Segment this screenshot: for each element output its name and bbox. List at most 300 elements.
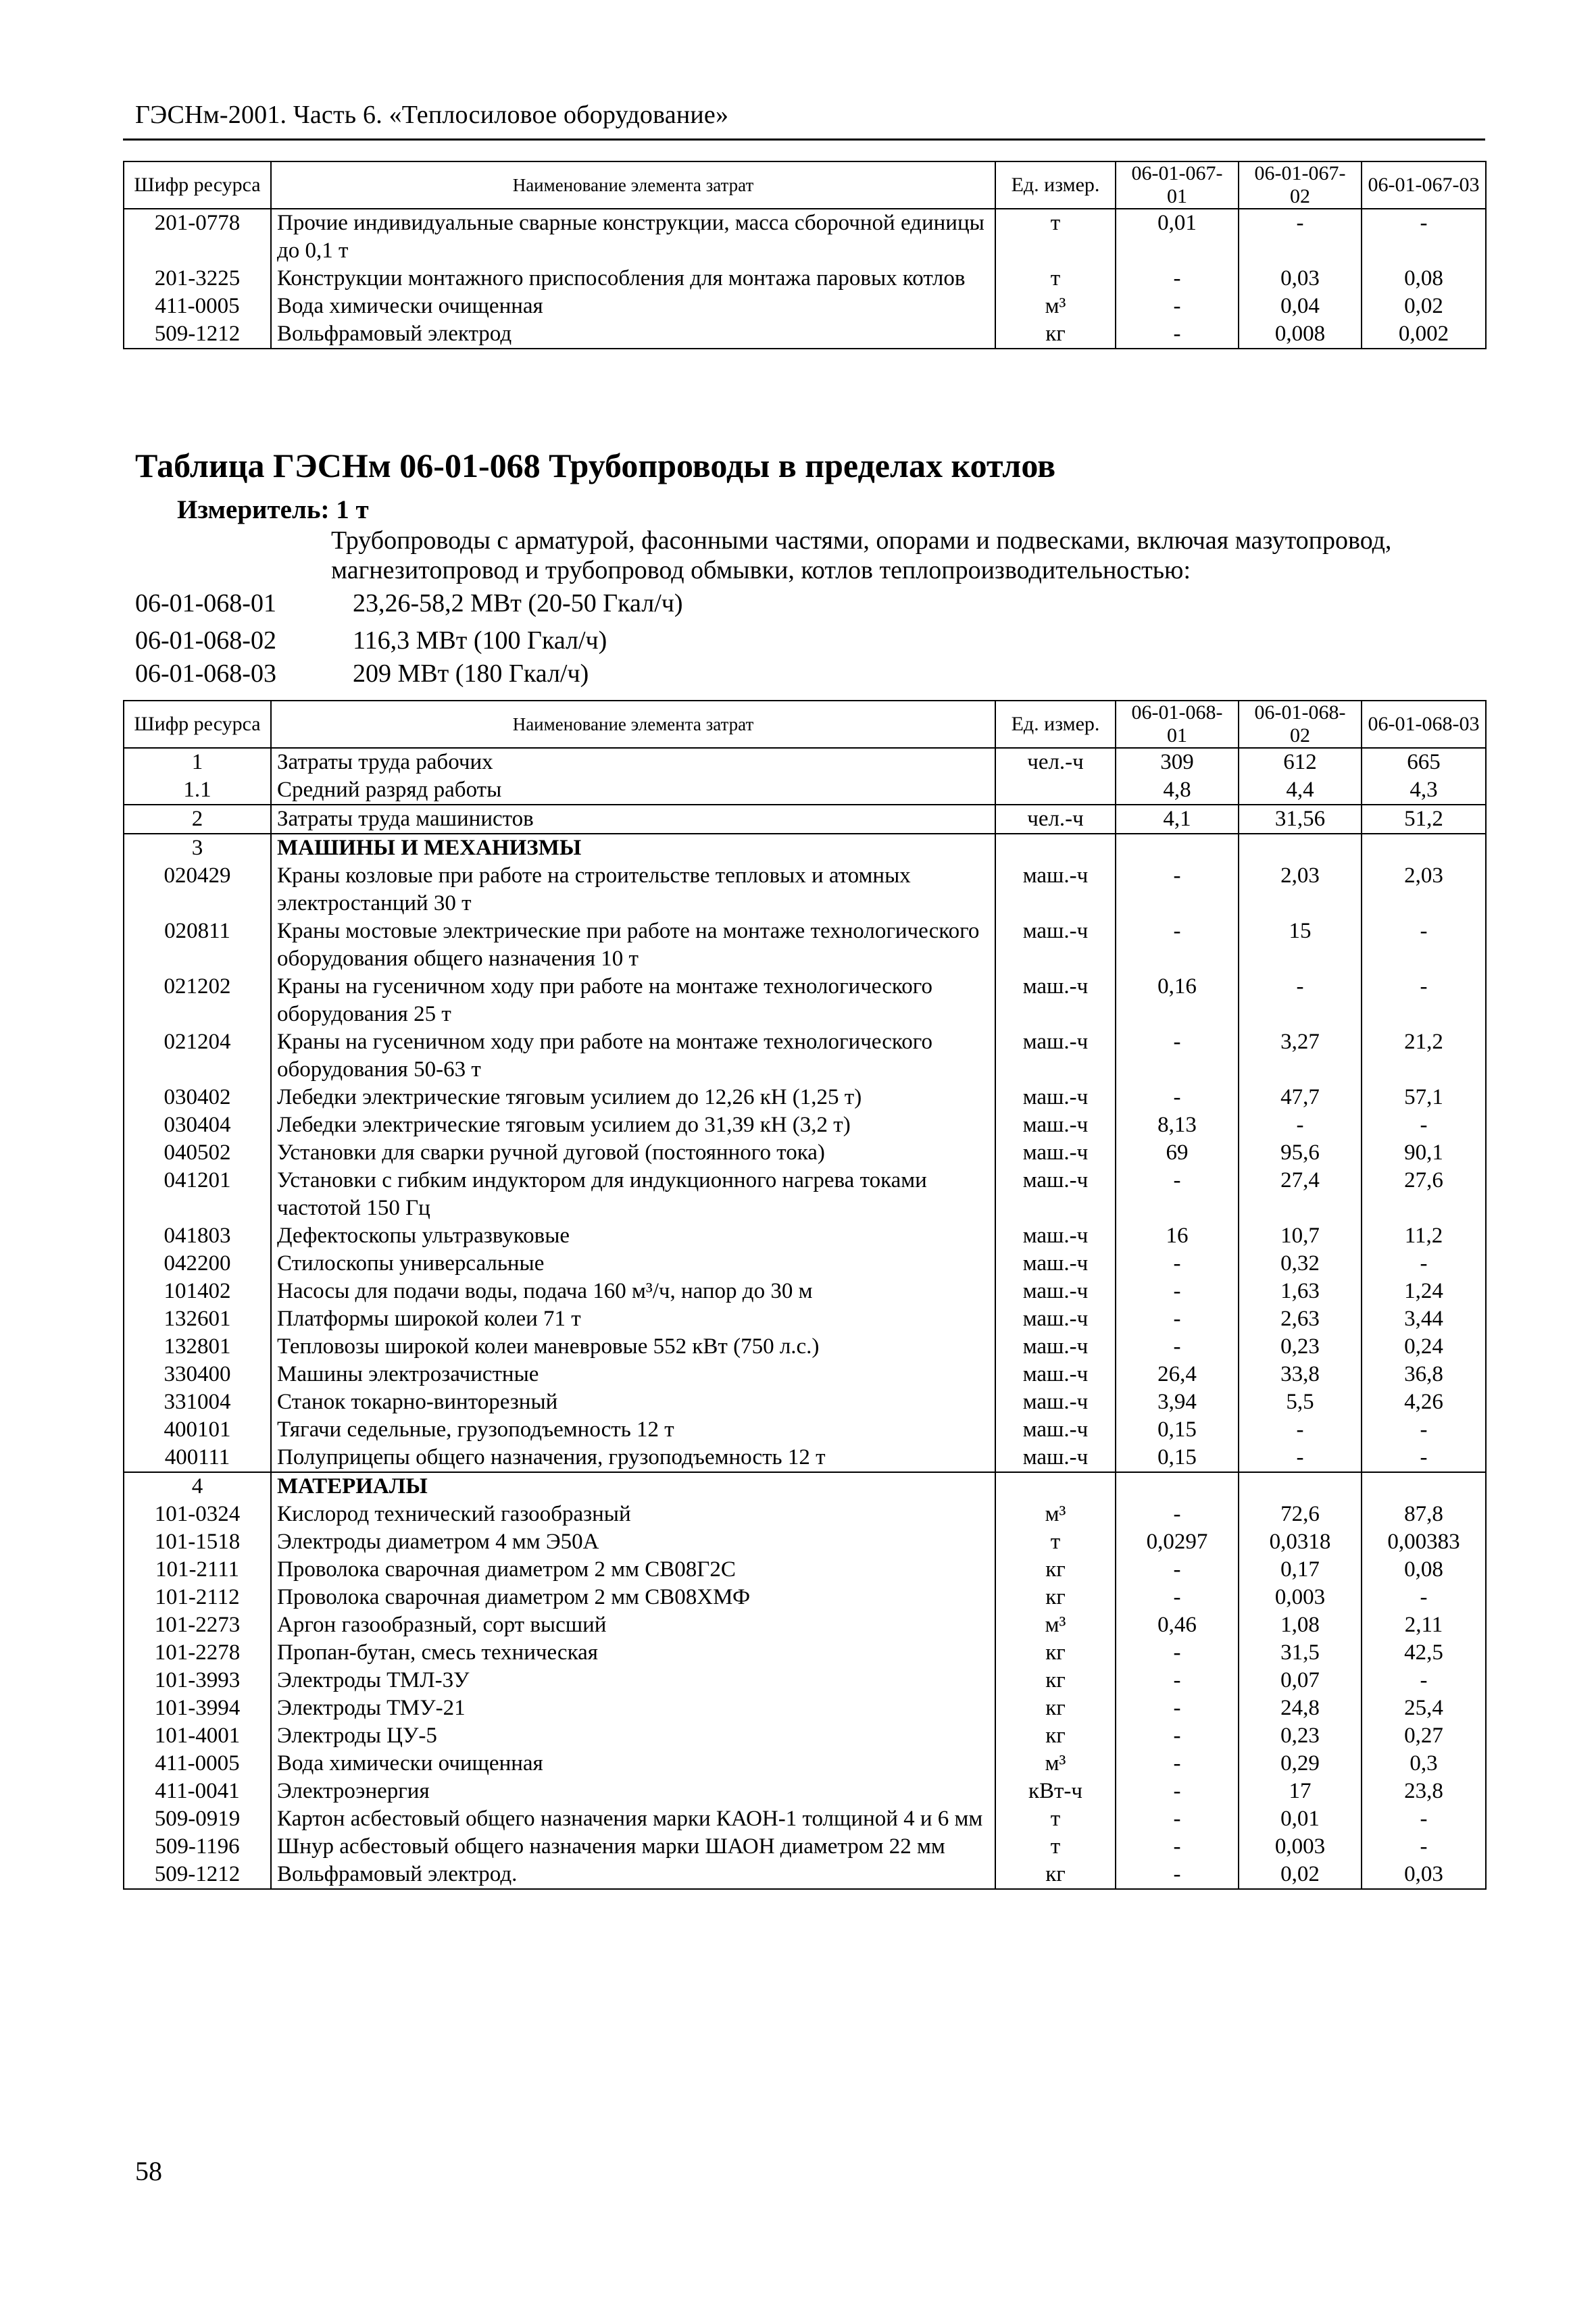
cost-element-name-cell: Средний разряд работы: [271, 776, 995, 805]
variant-2-value-cell: 0,02: [1239, 1861, 1362, 1889]
variant-3-value-cell: 87,8: [1362, 1501, 1486, 1528]
variant-1-value-cell: 4,8: [1116, 776, 1239, 805]
variant-2-value-cell: 10,7: [1239, 1222, 1362, 1250]
cost-element-name-cell: Шнур асбестовый общего назначения марки ШАОН диаметром 22 мм: [271, 1833, 995, 1861]
variant-2-value-cell: 17: [1239, 1778, 1362, 1805]
variant-1-value-cell: -: [1116, 1778, 1239, 1805]
variant-1-value-cell: -: [1116, 1501, 1239, 1528]
variant-3-value-cell: 4,26: [1362, 1388, 1486, 1416]
table-row: [124, 862, 1486, 917]
unit-cell: м³: [995, 1611, 1116, 1639]
variant-1-value-cell: -: [1116, 1584, 1239, 1611]
col-header-name: Наименование элемента затрат: [271, 701, 995, 748]
measurement-unit: Измеритель: 1 т: [177, 495, 369, 524]
variant-2-value-cell: 31,5: [1239, 1639, 1362, 1667]
variant-1-value-cell: -: [1116, 1722, 1239, 1750]
resource-code-cell: 020429: [124, 862, 271, 917]
unit-cell: т: [995, 209, 1116, 265]
variant-2-value-cell: 612: [1239, 748, 1362, 776]
resource-code-cell: 132601: [124, 1305, 271, 1333]
resource-code-cell: 2: [124, 805, 271, 834]
table-row: [124, 1388, 1486, 1416]
table-row: [124, 1833, 1486, 1861]
resource-code-cell: 411-0041: [124, 1778, 271, 1805]
cost-element-name-cell: Электроды диаметром 4 мм Э50А: [271, 1528, 995, 1556]
table-row: [124, 1084, 1486, 1111]
cost-element-name-cell: Насосы для подачи воды, подача 160 м³/ч, напор до 30 м: [271, 1278, 995, 1305]
unit-cell: кг: [995, 1722, 1116, 1750]
unit-cell: маш.-ч: [995, 1444, 1116, 1472]
unit-cell: т: [995, 1528, 1116, 1556]
cost-element-name-cell: Платформы широкой колеи 71 т: [271, 1305, 995, 1333]
resource-code-cell: 040502: [124, 1139, 271, 1167]
cost-element-name-cell: Проволока сварочная диаметром 2 мм СВ08Г2С: [271, 1556, 995, 1584]
resource-code-cell: 1.1: [124, 776, 271, 805]
variant-3-value-cell: 51,2: [1362, 805, 1486, 834]
variant-2-value-cell: -: [1239, 1416, 1362, 1444]
unit-cell: маш.-ч: [995, 1084, 1116, 1111]
variant-1-value-cell: -: [1116, 1861, 1239, 1889]
table-row: [124, 1250, 1486, 1278]
variant-2-value-cell: 4,4: [1239, 776, 1362, 805]
variant-text: 209 МВт (180 Гкал/ч): [353, 659, 589, 688]
variant-2-value-cell: 0,0318: [1239, 1528, 1362, 1556]
variant-3-value-cell: 2,03: [1362, 862, 1486, 917]
variant-2-value-cell: 33,8: [1239, 1361, 1362, 1388]
variant-2-value-cell: 95,6: [1239, 1139, 1362, 1167]
unit-cell: кг: [995, 1584, 1116, 1611]
unit-cell: м³: [995, 1750, 1116, 1778]
unit-cell: маш.-ч: [995, 862, 1116, 917]
col-header-variant-3: 06-01-068-03: [1362, 701, 1486, 748]
table-row: [124, 1805, 1486, 1833]
resource-code-cell: 509-1212: [124, 1861, 271, 1889]
table-row: [124, 1861, 1486, 1889]
variant-1-value-cell: -: [1116, 1305, 1239, 1333]
variant-2-value-cell: 1,08: [1239, 1611, 1362, 1639]
resource-code-cell: 041803: [124, 1222, 271, 1250]
variant-1-value-cell: -: [1116, 1084, 1239, 1111]
col-header-variant-1: 06-01-067-01: [1116, 161, 1239, 209]
cost-element-name-cell: Электроды ТМЛ-3У: [271, 1667, 995, 1694]
variant-2-value-cell: -: [1239, 1111, 1362, 1139]
variant-1-value-cell: 0,15: [1116, 1444, 1239, 1472]
cost-element-name-cell: Проволока сварочная диаметром 2 мм СВ08ХМФ: [271, 1584, 995, 1611]
resource-code-cell: 101-3993: [124, 1667, 271, 1694]
cost-element-name-cell: Краны на гусеничном ходу при работе на монтаже технологического оборудования 25 т: [271, 973, 995, 1028]
variant-3-value-cell: -: [1362, 1444, 1486, 1472]
table-row: [124, 1472, 1486, 1501]
col-header-variant-2: 06-01-068-02: [1239, 701, 1362, 748]
main-table-body: [124, 748, 1486, 1889]
resource-code-cell: 101-2112: [124, 1584, 271, 1611]
variant-1-value-cell: -: [1116, 1278, 1239, 1305]
table-description: Трубопроводы с арматурой, фасонными частями, опорами и подвесками, включая мазутопровод, магнезитопровод и трубопровод обмывки, котлов теплопроизводительностью:: [331, 526, 1392, 584]
table-header-row: [124, 701, 1486, 748]
variant-3-value-cell: -: [1362, 1805, 1486, 1833]
variant-3-value-cell: 0,24: [1362, 1333, 1486, 1361]
variant-3-value-cell: -: [1362, 1416, 1486, 1444]
unit-cell: маш.-ч: [995, 973, 1116, 1028]
table-row: [124, 1750, 1486, 1778]
variant-text: 116,3 МВт (100 Гкал/ч): [353, 626, 607, 655]
table-header-row: [124, 161, 1486, 209]
cost-element-name-cell: Тягачи седельные, грузоподъемность 12 т: [271, 1416, 995, 1444]
col-header-code: Шифр ресурса: [124, 701, 271, 748]
resource-code-cell: 330400: [124, 1361, 271, 1388]
variant-2-value-cell: 0,07: [1239, 1667, 1362, 1694]
variant-2-value-cell: 0,04: [1239, 293, 1362, 320]
cost-element-name-cell: МАШИНЫ И МЕХАНИЗМЫ: [271, 834, 995, 862]
variant-1-value-cell: 8,13: [1116, 1111, 1239, 1139]
unit-cell: маш.-ч: [995, 917, 1116, 973]
cost-element-name-cell: Электроды ЦУ-5: [271, 1722, 995, 1750]
variant-2-value-cell: 0,29: [1239, 1750, 1362, 1778]
cost-element-name-cell: Вода химически очищенная: [271, 293, 995, 320]
variant-2-value-cell: 15: [1239, 917, 1362, 973]
table-row: [124, 1528, 1486, 1556]
table-row: [124, 1333, 1486, 1361]
table-row: [124, 1778, 1486, 1805]
running-header: ГЭСНм-2001. Часть 6. «Теплосиловое оборудование»: [135, 101, 729, 129]
cost-element-name-cell: Вода химически очищенная: [271, 1750, 995, 1778]
cost-element-name-cell: МАТЕРИАЛЫ: [271, 1472, 995, 1501]
variant-code: 06-01-068-02: [135, 626, 276, 655]
variant-1-value-cell: 26,4: [1116, 1361, 1239, 1388]
cost-element-name-cell: Конструкции монтажного приспособления для монтажа паровых котлов: [271, 265, 995, 293]
variant-3-value-cell: -: [1362, 973, 1486, 1028]
cost-element-name-cell: Станок токарно-винторезный: [271, 1388, 995, 1416]
variant-3-value-cell: -: [1362, 1667, 1486, 1694]
table-row: [124, 1028, 1486, 1084]
resource-code-cell: 030402: [124, 1084, 271, 1111]
col-header-unit: Ед. измер.: [995, 701, 1116, 748]
variant-1-value-cell: -: [1116, 320, 1239, 349]
unit-cell: [995, 834, 1116, 862]
variant-1-value-cell: -: [1116, 1639, 1239, 1667]
variant-1-value-cell: 0,0297: [1116, 1528, 1239, 1556]
table-row: [124, 834, 1486, 862]
table-row: [124, 1722, 1486, 1750]
table-row: [124, 748, 1486, 776]
unit-cell: кг: [995, 1639, 1116, 1667]
variant-1-value-cell: -: [1116, 1250, 1239, 1278]
variant-1-value-cell: [1116, 1472, 1239, 1501]
variant-3-value-cell: [1362, 1472, 1486, 1501]
resource-code-cell: 400111: [124, 1444, 271, 1472]
unit-cell: кг: [995, 320, 1116, 349]
variant-1-value-cell: -: [1116, 1667, 1239, 1694]
unit-cell: маш.-ч: [995, 1139, 1116, 1167]
page-number: 58: [135, 2156, 162, 2186]
resource-code-cell: 411-0005: [124, 1750, 271, 1778]
table-row: [124, 209, 1486, 265]
unit-cell: кВт-ч: [995, 1778, 1116, 1805]
variant-3-value-cell: -: [1362, 1833, 1486, 1861]
table-row: [124, 293, 1486, 320]
variant-3-value-cell: 23,8: [1362, 1778, 1486, 1805]
variant-1-value-cell: -: [1116, 1833, 1239, 1861]
variant-3-value-cell: 2,11: [1362, 1611, 1486, 1639]
table-row: [124, 1444, 1486, 1472]
cost-element-name-cell: Полуприцепы общего назначения, грузоподъемность 12 т: [271, 1444, 995, 1472]
unit-cell: чел.-ч: [995, 805, 1116, 834]
variant-3-value-cell: 1,24: [1362, 1278, 1486, 1305]
top-cost-table: [123, 161, 1487, 349]
variant-code: 06-01-068-03: [135, 659, 276, 688]
variant-3-value-cell: -: [1362, 209, 1486, 265]
resource-code-cell: 201-3225: [124, 265, 271, 293]
table-row: [124, 1305, 1486, 1333]
unit-cell: кг: [995, 1667, 1116, 1694]
table-row: [124, 265, 1486, 293]
variant-2-value-cell: 0,01: [1239, 1805, 1362, 1833]
variant-line: [135, 626, 607, 655]
variant-2-value-cell: 0,008: [1239, 320, 1362, 349]
variant-2-value-cell: [1239, 1472, 1362, 1501]
variant-3-value-cell: 0,3: [1362, 1750, 1486, 1778]
variant-2-value-cell: 0,17: [1239, 1556, 1362, 1584]
unit-cell: кг: [995, 1861, 1116, 1889]
variant-2-value-cell: [1239, 834, 1362, 862]
variant-3-value-cell: [1362, 834, 1486, 862]
table-row: [124, 1416, 1486, 1444]
cost-element-name-cell: Затраты труда машинистов: [271, 805, 995, 834]
variant-1-value-cell: 4,1: [1116, 805, 1239, 834]
unit-cell: маш.-ч: [995, 1222, 1116, 1250]
cost-element-name-cell: Тепловозы широкой колеи маневровые 552 кВт (750 л.с.): [271, 1333, 995, 1361]
variant-2-value-cell: -: [1239, 209, 1362, 265]
cost-element-name-cell: Дефектоскопы ультразвуковые: [271, 1222, 995, 1250]
resource-code-cell: 331004: [124, 1388, 271, 1416]
cost-element-name-cell: Аргон газообразный, сорт высший: [271, 1611, 995, 1639]
table-row: [124, 1139, 1486, 1167]
unit-cell: м³: [995, 293, 1116, 320]
variant-2-value-cell: 31,56: [1239, 805, 1362, 834]
variant-2-value-cell: 0,23: [1239, 1333, 1362, 1361]
unit-cell: маш.-ч: [995, 1388, 1116, 1416]
header-rule: [123, 139, 1485, 141]
resource-code-cell: 101-1518: [124, 1528, 271, 1556]
table-row: [124, 1611, 1486, 1639]
variant-line: [135, 588, 683, 618]
unit-cell: [995, 1472, 1116, 1501]
variant-3-value-cell: 0,08: [1362, 265, 1486, 293]
col-header-variant-2: 06-01-067-02: [1239, 161, 1362, 209]
resource-code-cell: 4: [124, 1472, 271, 1501]
variant-1-value-cell: 69: [1116, 1139, 1239, 1167]
variant-1-value-cell: 0,01: [1116, 209, 1239, 265]
cost-element-name-cell: Лебедки электрические тяговым усилием до 31,39 кН (3,2 т): [271, 1111, 995, 1139]
variant-2-value-cell: 0,03: [1239, 265, 1362, 293]
table-row: [124, 776, 1486, 805]
unit-cell: маш.-ч: [995, 1111, 1116, 1139]
variant-1-value-cell: -: [1116, 862, 1239, 917]
resource-code-cell: 509-1196: [124, 1833, 271, 1861]
variant-code: 06-01-068-01: [135, 589, 276, 618]
resource-code-cell: 101-3994: [124, 1694, 271, 1722]
table-row: [124, 1501, 1486, 1528]
variant-2-value-cell: 27,4: [1239, 1167, 1362, 1222]
table-row: [124, 805, 1486, 834]
top-table-body: [124, 209, 1486, 349]
table-row: [124, 1556, 1486, 1584]
table-row: [124, 1278, 1486, 1305]
variant-line: [135, 659, 589, 688]
variant-3-value-cell: 3,44: [1362, 1305, 1486, 1333]
resource-code-cell: 101402: [124, 1278, 271, 1305]
unit-cell: маш.-ч: [995, 1250, 1116, 1278]
unit-cell: маш.-ч: [995, 1333, 1116, 1361]
variant-3-value-cell: 4,3: [1362, 776, 1486, 805]
cost-element-name-cell: Краны на гусеничном ходу при работе на монтаже технологического оборудования 50-63 т: [271, 1028, 995, 1084]
resource-code-cell: 101-2111: [124, 1556, 271, 1584]
variant-1-value-cell: -: [1116, 1028, 1239, 1084]
resource-code-cell: 101-4001: [124, 1722, 271, 1750]
resource-code-cell: 020811: [124, 917, 271, 973]
resource-code-cell: 101-0324: [124, 1501, 271, 1528]
variant-2-value-cell: 72,6: [1239, 1501, 1362, 1528]
variant-3-value-cell: 665: [1362, 748, 1486, 776]
table-row: [124, 1667, 1486, 1694]
variant-3-value-cell: 0,08: [1362, 1556, 1486, 1584]
variant-1-value-cell: -: [1116, 1694, 1239, 1722]
unit-cell: [995, 776, 1116, 805]
unit-cell: маш.-ч: [995, 1305, 1116, 1333]
cost-element-name-cell: Картон асбестовый общего назначения марки КАОН-1 толщиной 4 и 6 мм: [271, 1805, 995, 1833]
table-row: [124, 1111, 1486, 1139]
variant-2-value-cell: 0,32: [1239, 1250, 1362, 1278]
variant-1-value-cell: 0,15: [1116, 1416, 1239, 1444]
resource-code-cell: 101-2278: [124, 1639, 271, 1667]
variant-1-value-cell: [1116, 834, 1239, 862]
cost-element-name-cell: Электроэнергия: [271, 1778, 995, 1805]
variant-1-value-cell: -: [1116, 1167, 1239, 1222]
col-header-variant-3: 06-01-067-03: [1362, 161, 1486, 209]
variant-1-value-cell: -: [1116, 1750, 1239, 1778]
variant-1-value-cell: 0,46: [1116, 1611, 1239, 1639]
resource-code-cell: 132801: [124, 1333, 271, 1361]
variant-1-value-cell: -: [1116, 917, 1239, 973]
variant-3-value-cell: 25,4: [1362, 1694, 1486, 1722]
table-title: Таблица ГЭСНм 06-01-068 Трубопроводы в пределах котлов: [135, 447, 1056, 484]
variant-1-value-cell: -: [1116, 1556, 1239, 1584]
resource-code-cell: 509-1212: [124, 320, 271, 349]
cost-element-name-cell: Прочие индивидуальные сварные конструкции, масса сборочной единицы до 0,1 т: [271, 209, 995, 265]
variant-2-value-cell: 5,5: [1239, 1388, 1362, 1416]
cost-element-name-cell: Вольфрамовый электрод: [271, 320, 995, 349]
resource-code-cell: 030404: [124, 1111, 271, 1139]
variant-3-value-cell: 90,1: [1362, 1139, 1486, 1167]
variant-1-value-cell: -: [1116, 293, 1239, 320]
cost-element-name-cell: Установки с гибким индуктором для индукционного нагрева токами частотой 150 Гц: [271, 1167, 995, 1222]
cost-element-name-cell: Затраты труда рабочих: [271, 748, 995, 776]
unit-cell: т: [995, 1805, 1116, 1833]
variant-3-value-cell: 0,27: [1362, 1722, 1486, 1750]
col-header-unit: Ед. измер.: [995, 161, 1116, 209]
resource-code-cell: 041201: [124, 1167, 271, 1222]
table-row: [124, 1222, 1486, 1250]
main-cost-table: [123, 700, 1487, 1890]
variant-2-value-cell: 2,03: [1239, 862, 1362, 917]
cost-element-name-cell: Вольфрамовый электрод.: [271, 1861, 995, 1889]
resource-code-cell: 3: [124, 834, 271, 862]
unit-cell: маш.-ч: [995, 1167, 1116, 1222]
variant-3-value-cell: -: [1362, 1111, 1486, 1139]
resource-code-cell: 400101: [124, 1416, 271, 1444]
resource-code-cell: 1: [124, 748, 271, 776]
unit-cell: маш.-ч: [995, 1416, 1116, 1444]
variant-3-value-cell: 0,02: [1362, 293, 1486, 320]
table-row: [124, 320, 1486, 349]
variant-3-value-cell: 42,5: [1362, 1639, 1486, 1667]
resource-code-cell: 201-0778: [124, 209, 271, 265]
variant-text: 23,26-58,2 МВт (20-50 Гкал/ч): [353, 589, 683, 618]
cost-element-name-cell: Лебедки электрические тяговым усилием до 12,26 кН (1,25 т): [271, 1084, 995, 1111]
variant-2-value-cell: 3,27: [1239, 1028, 1362, 1084]
cost-element-name-cell: Краны мостовые электрические при работе на монтаже технологического оборудования общего назначения 10 т: [271, 917, 995, 973]
cost-element-name-cell: Электроды ТМУ-21: [271, 1694, 995, 1722]
variant-1-value-cell: -: [1116, 1333, 1239, 1361]
table-row: [124, 1167, 1486, 1222]
variant-3-value-cell: 0,03: [1362, 1861, 1486, 1889]
variant-3-value-cell: 36,8: [1362, 1361, 1486, 1388]
unit-cell: чел.-ч: [995, 748, 1116, 776]
variant-2-value-cell: 2,63: [1239, 1305, 1362, 1333]
variant-1-value-cell: 16: [1116, 1222, 1239, 1250]
cost-element-name-cell: Кислород технический газообразный: [271, 1501, 995, 1528]
variant-2-value-cell: 0,003: [1239, 1833, 1362, 1861]
variant-3-value-cell: -: [1362, 917, 1486, 973]
variant-2-value-cell: 24,8: [1239, 1694, 1362, 1722]
variant-2-value-cell: 1,63: [1239, 1278, 1362, 1305]
variant-1-value-cell: -: [1116, 1805, 1239, 1833]
variant-3-value-cell: 21,2: [1362, 1028, 1486, 1084]
variant-2-value-cell: -: [1239, 1444, 1362, 1472]
cost-element-name-cell: Установки для сварки ручной дуговой (постоянного тока): [271, 1139, 995, 1167]
variant-3-value-cell: -: [1362, 1584, 1486, 1611]
variant-1-value-cell: 309: [1116, 748, 1239, 776]
unit-cell: маш.-ч: [995, 1028, 1116, 1084]
table-row: [124, 1694, 1486, 1722]
variant-3-value-cell: 0,002: [1362, 320, 1486, 349]
unit-cell: маш.-ч: [995, 1361, 1116, 1388]
variant-3-value-cell: 57,1: [1362, 1084, 1486, 1111]
cost-element-name-cell: Пропан-бутан, смесь техническая: [271, 1639, 995, 1667]
table-row: [124, 1361, 1486, 1388]
col-header-name: Наименование элемента затрат: [271, 161, 995, 209]
table-row: [124, 917, 1486, 973]
resource-code-cell: 021202: [124, 973, 271, 1028]
variant-2-value-cell: 0,23: [1239, 1722, 1362, 1750]
table-row: [124, 1639, 1486, 1667]
resource-code-cell: 021204: [124, 1028, 271, 1084]
variant-1-value-cell: 3,94: [1116, 1388, 1239, 1416]
unit-cell: т: [995, 1833, 1116, 1861]
cost-element-name-cell: Стилоскопы универсальные: [271, 1250, 995, 1278]
variant-3-value-cell: 0,00383: [1362, 1528, 1486, 1556]
unit-cell: т: [995, 265, 1116, 293]
variant-2-value-cell: -: [1239, 973, 1362, 1028]
variant-3-value-cell: 11,2: [1362, 1222, 1486, 1250]
col-header-variant-1: 06-01-068-01: [1116, 701, 1239, 748]
variant-3-value-cell: 27,6: [1362, 1167, 1486, 1222]
resource-code-cell: 101-2273: [124, 1611, 271, 1639]
unit-cell: маш.-ч: [995, 1278, 1116, 1305]
variant-2-value-cell: 0,003: [1239, 1584, 1362, 1611]
variant-2-value-cell: 47,7: [1239, 1084, 1362, 1111]
col-header-code: Шифр ресурса: [124, 161, 271, 209]
